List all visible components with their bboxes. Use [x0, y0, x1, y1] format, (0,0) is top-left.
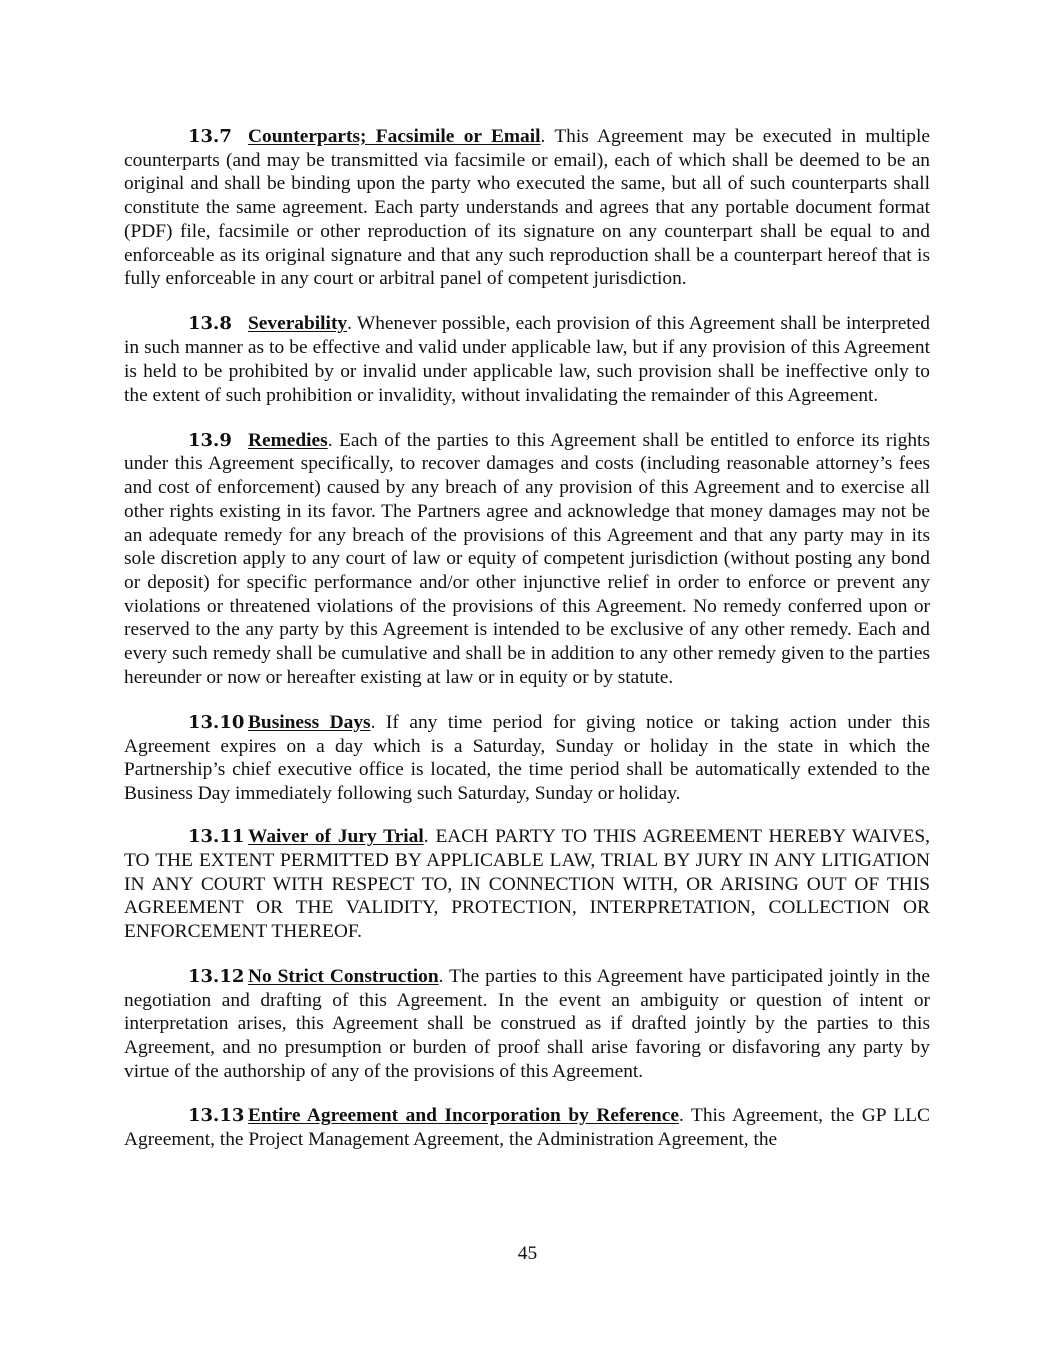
section-heading: Business Days	[248, 711, 371, 733]
section-number: 13.12	[188, 965, 245, 987]
section-number: 13.7	[188, 126, 232, 147]
section-body: . This Agreement, the GP LLC Agreement, the Project Management Agreement, the Administration Agreement, the	[124, 1105, 930, 1151]
section-body: . The parties to this Agreement have participated jointly in the negotiation and drafting of this Agreement. In the event an ambiguity or question of intent or interpretation arises, this Agreement shall be construed as if drafted jointly by the parties to this Agreement, and no presumption or burden of proof shall arise favoring or disfavoring any party by virtue of the authorship of any of the provisions of this Agreement.	[124, 965, 930, 1082]
section-body: . EACH PARTY TO THIS AGREEMENT HEREBY WAIVES, TO THE EXTENT PERMITTED BY APPLICABLE LAW, TRIAL BY JURY IN ANY LITIGATION IN ANY COURT WITH RESPECT TO, IN CONNECTION WITH, OR ARISING OUT OF THIS AGREEMENT OR THE VALIDITY, PROTECTION, INTERPRETATION, COLLECTION OR ENFORCEMENT THEREOF.	[124, 826, 930, 943]
section-body: . Whenever possible, each provision of this Agreement shall be interpreted in such manner as to be effective and valid under applicable law, but if any provision of this Agreement is held to be prohibited by or invalid under applicable law, such provision shall be ineffective only to the extent of such prohibition or invalidity, without invalidating the remainder of this Agreement.	[124, 313, 930, 406]
section-number: 13.13	[188, 1105, 245, 1127]
section-13-12	[124, 965, 930, 1084]
section-number: 13.11	[188, 826, 245, 848]
section-number: 13.10	[188, 711, 245, 733]
section-number: 13.9	[188, 429, 232, 451]
section-body: . If any time period for giving notice or taking action under this Agreement expires on a day which is a Saturday, Sunday or holiday in the state in which the Partnership’s chief executive office is located, the time period shall be automatically extended to the Business Day immediately following such Saturday, Sunday or holiday.	[124, 711, 931, 805]
section-13-7	[124, 125, 930, 291]
section-heading: Remedies	[248, 429, 328, 451]
section-heading: No Strict Construction	[248, 965, 439, 987]
section-number: 13.8	[188, 313, 232, 335]
section-heading: Counterparts; Facsimile or Email	[248, 126, 541, 147]
section-13-13	[124, 1104, 930, 1151]
section-body: . Each of the parties to this Agreement shall be entitled to enforce its rights under this Agreement specifically, to recover damages and costs (including reasonable attorney’s fees and cost of enforcement) caused by any breach of any provision of this Agreement and to exercise all other rights existing in its favor. The Partners agree and acknowledge that money damages may not be an adequate remedy for any breach of the provisions of this Agreement and that any party may in its sole discretion apply to any court of law or equity of competent jurisdiction (without posting any bond or deposit) for specific performance and/or other injunctive relief in order to enforce or prevent any violations or threatened violations of the provisions of this Agreement. No remedy conferred upon or reserved to the any party by this Agreement is intended to be exclusive of any other remedy. Each and every such remedy shall be cumulative and shall be in addition to any other remedy given to the parties hereunder or now or hereafter existing at law or in equity or by statute.	[124, 429, 930, 688]
section-13-11	[124, 825, 930, 944]
document-page	[124, 125, 930, 1152]
page-number: 45	[517, 1243, 538, 1264]
section-heading: Waiver of Jury Trial	[248, 826, 424, 848]
section-heading: Severability	[248, 313, 348, 335]
section-heading: Entire Agreement and Incorporation by Reference	[248, 1105, 679, 1127]
section-13-8	[124, 312, 930, 407]
section-body: . This Agreement may be executed in multiple counterparts (and may be transmitted via facsimile or email), each of which shall be deemed to be an original and shall be binding upon the party who executed the same, but all of such counterparts shall constitute the same agreement. Each party understands and agrees that any portable document format (PDF) file, facsimile or other reproduction of its signature on any counterpart shall be equal to and enforceable as its original signature and that any such reproduction shall be a counterpart hereof that is fully enforceable in any court or arbitral panel of competent jurisdiction.	[124, 126, 930, 290]
section-13-10	[124, 711, 930, 806]
section-13-9	[124, 429, 930, 690]
